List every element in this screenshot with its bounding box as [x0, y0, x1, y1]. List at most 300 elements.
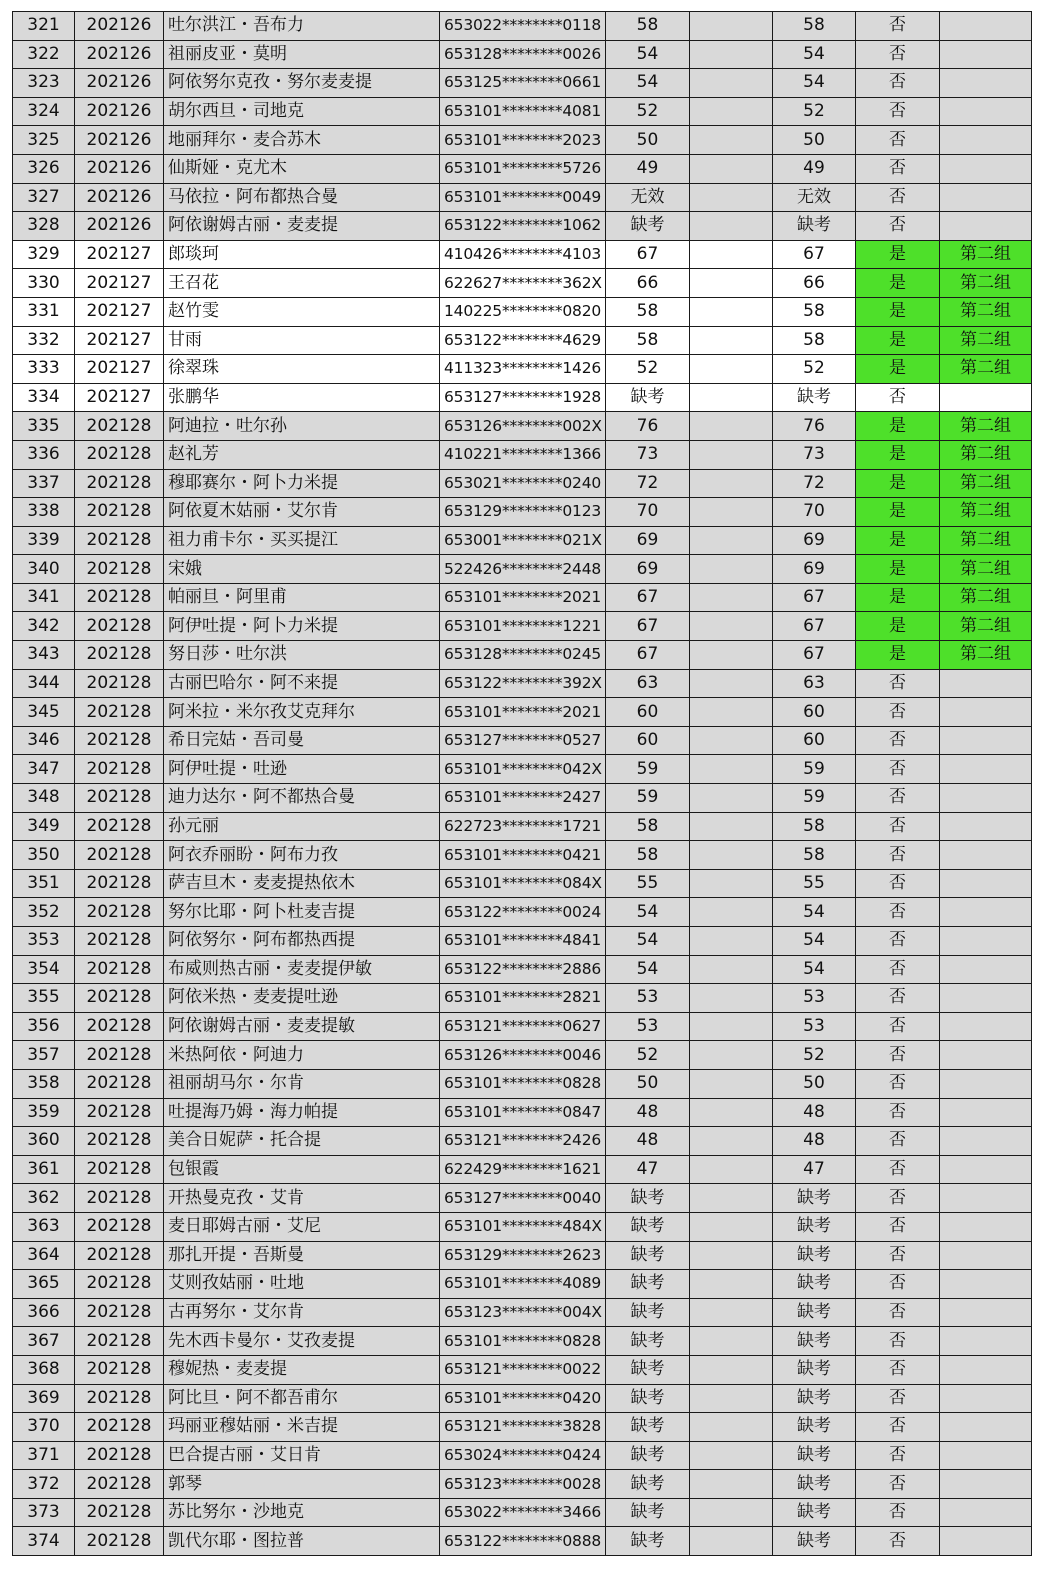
qualified-cell: 是: [856, 440, 940, 469]
table-row: [13, 1355, 1032, 1384]
name-cell: 仙斯娅・克尤木: [164, 154, 440, 183]
class-code-cell: 202128: [75, 1127, 164, 1156]
group-cell: [940, 97, 1032, 126]
qualified-cell: 是: [856, 469, 940, 498]
score-cell: 54: [606, 69, 690, 98]
row-number-cell: 369: [13, 1384, 75, 1413]
table-row: [13, 755, 1032, 784]
group-cell: 第二组: [940, 297, 1032, 326]
row-number-cell: 353: [13, 927, 75, 956]
class-code-cell: 202128: [75, 1069, 164, 1098]
class-code-cell: 202128: [75, 1298, 164, 1327]
class-code-cell: 202127: [75, 240, 164, 269]
table-row: [13, 154, 1032, 183]
id-number-cell: 653101********4081: [440, 97, 606, 126]
name-cell: 穆妮热・麦麦提: [164, 1355, 440, 1384]
total-score-cell: 缺考: [773, 1441, 856, 1470]
id-number-cell: 140225********0820: [440, 297, 606, 326]
id-number-cell: 522426********2448: [440, 555, 606, 584]
qualified-cell: 否: [856, 669, 940, 698]
class-code-cell: 202128: [75, 641, 164, 670]
name-cell: 麦日耶姆古丽・艾尼: [164, 1212, 440, 1241]
group-cell: [940, 927, 1032, 956]
id-number-cell: 653128********0026: [440, 40, 606, 69]
group-cell: [940, 1441, 1032, 1470]
class-code-cell: 202128: [75, 498, 164, 527]
extra-score-cell: [690, 1184, 773, 1213]
id-number-cell: 653101********0049: [440, 183, 606, 212]
total-score-cell: 50: [773, 1069, 856, 1098]
name-cell: 吐提海乃姆・海力帕提: [164, 1098, 440, 1127]
total-score-cell: 54: [773, 40, 856, 69]
total-score-cell: 59: [773, 784, 856, 813]
extra-score-cell: [690, 784, 773, 813]
group-cell: [940, 1355, 1032, 1384]
group-cell: [940, 669, 1032, 698]
score-cell: 59: [606, 755, 690, 784]
group-cell: 第二组: [940, 469, 1032, 498]
score-cell: 67: [606, 641, 690, 670]
row-number-cell: 322: [13, 40, 75, 69]
total-score-cell: 58: [773, 812, 856, 841]
id-number-cell: 653122********1062: [440, 212, 606, 241]
table-row: [13, 927, 1032, 956]
total-score-cell: 67: [773, 641, 856, 670]
qualified-cell: 否: [856, 154, 940, 183]
table-row: [13, 869, 1032, 898]
table-row: [13, 669, 1032, 698]
id-number-cell: 653101********2021: [440, 698, 606, 727]
score-cell: 缺考: [606, 1470, 690, 1499]
extra-score-cell: [690, 927, 773, 956]
qualified-cell: 是: [856, 612, 940, 641]
qualified-cell: 否: [856, 1041, 940, 1070]
id-number-cell: 622429********1621: [440, 1155, 606, 1184]
name-cell: 苏比努尔・沙地克: [164, 1498, 440, 1527]
row-number-cell: 348: [13, 784, 75, 813]
table-row: [13, 955, 1032, 984]
table-row: [13, 841, 1032, 870]
group-cell: [940, 1155, 1032, 1184]
total-score-cell: 58: [773, 841, 856, 870]
id-number-cell: 653122********392X: [440, 669, 606, 698]
row-number-cell: 354: [13, 955, 75, 984]
extra-score-cell: [690, 383, 773, 412]
extra-score-cell: [690, 469, 773, 498]
score-cell: 72: [606, 469, 690, 498]
class-code-cell: 202128: [75, 984, 164, 1013]
class-code-cell: 202128: [75, 1470, 164, 1499]
group-cell: 第二组: [940, 555, 1032, 584]
row-number-cell: 373: [13, 1498, 75, 1527]
qualified-cell: 否: [856, 1098, 940, 1127]
total-score-cell: 50: [773, 126, 856, 155]
row-number-cell: 343: [13, 641, 75, 670]
extra-score-cell: [690, 126, 773, 155]
name-cell: 祖力甫卡尔・买买提江: [164, 526, 440, 555]
class-code-cell: 202128: [75, 1184, 164, 1213]
class-code-cell: 202128: [75, 927, 164, 956]
id-number-cell: 653121********3828: [440, 1413, 606, 1442]
extra-score-cell: [690, 898, 773, 927]
table-row: [13, 1012, 1032, 1041]
name-cell: 祖丽胡马尔・尔肯: [164, 1069, 440, 1098]
qualified-cell: 否: [856, 869, 940, 898]
extra-score-cell: [690, 1270, 773, 1299]
name-cell: 阿迪拉・吐尔孙: [164, 412, 440, 441]
class-code-cell: 202128: [75, 1527, 164, 1556]
score-cell: 67: [606, 612, 690, 641]
extra-score-cell: [690, 355, 773, 384]
row-number-cell: 361: [13, 1155, 75, 1184]
row-number-cell: 346: [13, 726, 75, 755]
name-cell: 巴合提古丽・艾日肯: [164, 1441, 440, 1470]
class-code-cell: 202128: [75, 1270, 164, 1299]
row-number-cell: 364: [13, 1241, 75, 1270]
total-score-cell: 54: [773, 955, 856, 984]
name-cell: 宋娥: [164, 555, 440, 584]
name-cell: 王召花: [164, 269, 440, 298]
group-cell: 第二组: [940, 498, 1032, 527]
group-cell: [940, 69, 1032, 98]
group-cell: 第二组: [940, 269, 1032, 298]
row-number-cell: 351: [13, 869, 75, 898]
row-number-cell: 368: [13, 1355, 75, 1384]
qualified-cell: 是: [856, 269, 940, 298]
table-row: [13, 1241, 1032, 1270]
name-cell: 阿伊吐提・阿卜力米提: [164, 612, 440, 641]
extra-score-cell: [690, 641, 773, 670]
id-number-cell: 653101********484X: [440, 1212, 606, 1241]
name-cell: 古丽巴哈尔・阿不来提: [164, 669, 440, 698]
class-code-cell: 202128: [75, 526, 164, 555]
total-score-cell: 缺考: [773, 1327, 856, 1356]
total-score-cell: 52: [773, 1041, 856, 1070]
row-number-cell: 335: [13, 412, 75, 441]
group-cell: [940, 1041, 1032, 1070]
name-cell: 阿伊吐提・吐逊: [164, 755, 440, 784]
table-row: [13, 1498, 1032, 1527]
name-cell: 马依拉・阿布都热合曼: [164, 183, 440, 212]
qualified-cell: 是: [856, 355, 940, 384]
total-score-cell: 76: [773, 412, 856, 441]
extra-score-cell: [690, 297, 773, 326]
qualified-cell: 否: [856, 1327, 940, 1356]
extra-score-cell: [690, 698, 773, 727]
id-number-cell: 653129********2623: [440, 1241, 606, 1270]
table-row: [13, 97, 1032, 126]
class-code-cell: 202128: [75, 1155, 164, 1184]
class-code-cell: 202128: [75, 1012, 164, 1041]
name-cell: 美合日妮萨・托合提: [164, 1127, 440, 1156]
extra-score-cell: [690, 755, 773, 784]
total-score-cell: 缺考: [773, 1270, 856, 1299]
qualified-cell: 是: [856, 555, 940, 584]
group-cell: [940, 383, 1032, 412]
table-row: [13, 69, 1032, 98]
id-number-cell: 622723********1721: [440, 812, 606, 841]
group-cell: [940, 1127, 1032, 1156]
qualified-cell: 是: [856, 583, 940, 612]
qualified-cell: 否: [856, 784, 940, 813]
table-row: [13, 1184, 1032, 1213]
qualified-cell: 否: [856, 1069, 940, 1098]
name-cell: 赵竹雯: [164, 297, 440, 326]
row-number-cell: 323: [13, 69, 75, 98]
group-cell: [940, 984, 1032, 1013]
id-number-cell: 653022********0118: [440, 12, 606, 41]
qualified-cell: 否: [856, 841, 940, 870]
class-code-cell: 202128: [75, 1212, 164, 1241]
qualified-cell: 否: [856, 126, 940, 155]
score-cell: 59: [606, 784, 690, 813]
class-code-cell: 202127: [75, 326, 164, 355]
class-code-cell: 202126: [75, 183, 164, 212]
extra-score-cell: [690, 154, 773, 183]
class-code-cell: 202128: [75, 698, 164, 727]
score-cell: 50: [606, 1069, 690, 1098]
row-number-cell: 324: [13, 97, 75, 126]
score-cell: 76: [606, 412, 690, 441]
class-code-cell: 202128: [75, 869, 164, 898]
id-number-cell: 653129********0123: [440, 498, 606, 527]
name-cell: 迪力达尔・阿不都热合曼: [164, 784, 440, 813]
name-cell: 郎琰珂: [164, 240, 440, 269]
qualified-cell: 是: [856, 297, 940, 326]
score-cell: 66: [606, 269, 690, 298]
extra-score-cell: [690, 841, 773, 870]
score-cell: 48: [606, 1127, 690, 1156]
table-row: [13, 784, 1032, 813]
id-number-cell: 653101********0847: [440, 1098, 606, 1127]
results-table: [12, 11, 1032, 1556]
total-score-cell: 60: [773, 698, 856, 727]
score-cell: 60: [606, 726, 690, 755]
extra-score-cell: [690, 1212, 773, 1241]
row-number-cell: 359: [13, 1098, 75, 1127]
table-row: [13, 1327, 1032, 1356]
qualified-cell: 否: [856, 40, 940, 69]
name-cell: 艾则孜姑丽・吐地: [164, 1270, 440, 1299]
name-cell: 阿依夏木姑丽・艾尔肯: [164, 498, 440, 527]
total-score-cell: 54: [773, 927, 856, 956]
qualified-cell: 否: [856, 1413, 940, 1442]
group-cell: 第二组: [940, 412, 1032, 441]
table-row: [13, 126, 1032, 155]
id-number-cell: 653126********002X: [440, 412, 606, 441]
name-cell: 玛丽亚穆姑丽・米吉提: [164, 1413, 440, 1442]
row-number-cell: 371: [13, 1441, 75, 1470]
score-cell: 55: [606, 869, 690, 898]
score-cell: 73: [606, 440, 690, 469]
total-score-cell: 缺考: [773, 1527, 856, 1556]
score-cell: 缺考: [606, 1298, 690, 1327]
group-cell: [940, 1098, 1032, 1127]
group-cell: [940, 12, 1032, 41]
table-row: [13, 240, 1032, 269]
row-number-cell: 347: [13, 755, 75, 784]
row-number-cell: 327: [13, 183, 75, 212]
extra-score-cell: [690, 1355, 773, 1384]
group-cell: [940, 1384, 1032, 1413]
extra-score-cell: [690, 40, 773, 69]
score-cell: 52: [606, 355, 690, 384]
id-number-cell: 653123********004X: [440, 1298, 606, 1327]
id-number-cell: 653101********0828: [440, 1327, 606, 1356]
group-cell: [940, 1184, 1032, 1213]
class-code-cell: 202128: [75, 440, 164, 469]
id-number-cell: 653127********0040: [440, 1184, 606, 1213]
name-cell: 徐翠珠: [164, 355, 440, 384]
extra-score-cell: [690, 269, 773, 298]
class-code-cell: 202128: [75, 841, 164, 870]
extra-score-cell: [690, 97, 773, 126]
qualified-cell: 否: [856, 1384, 940, 1413]
row-number-cell: 333: [13, 355, 75, 384]
class-code-cell: 202128: [75, 583, 164, 612]
extra-score-cell: [690, 212, 773, 241]
group-cell: [940, 898, 1032, 927]
group-cell: 第二组: [940, 355, 1032, 384]
row-number-cell: 365: [13, 1270, 75, 1299]
id-number-cell: 653128********0245: [440, 641, 606, 670]
row-number-cell: 363: [13, 1212, 75, 1241]
class-code-cell: 202126: [75, 97, 164, 126]
row-number-cell: 352: [13, 898, 75, 927]
class-code-cell: 202128: [75, 669, 164, 698]
id-number-cell: 653101********2821: [440, 984, 606, 1013]
score-cell: 缺考: [606, 212, 690, 241]
score-cell: 缺考: [606, 1184, 690, 1213]
extra-score-cell: [690, 240, 773, 269]
group-cell: [940, 1498, 1032, 1527]
qualified-cell: 否: [856, 1470, 940, 1499]
total-score-cell: 缺考: [773, 1355, 856, 1384]
class-code-cell: 202127: [75, 269, 164, 298]
qualified-cell: 否: [856, 726, 940, 755]
score-cell: 58: [606, 12, 690, 41]
extra-score-cell: [690, 1384, 773, 1413]
id-number-cell: 653101********042X: [440, 755, 606, 784]
table-row: [13, 1470, 1032, 1499]
total-score-cell: 67: [773, 240, 856, 269]
score-cell: 缺考: [606, 1384, 690, 1413]
row-number-cell: 360: [13, 1127, 75, 1156]
id-number-cell: 410221********1366: [440, 440, 606, 469]
extra-score-cell: [690, 1012, 773, 1041]
group-cell: [940, 841, 1032, 870]
qualified-cell: 否: [856, 183, 940, 212]
score-cell: 54: [606, 40, 690, 69]
table-row: [13, 526, 1032, 555]
extra-score-cell: [690, 1127, 773, 1156]
name-cell: 吐尔洪江・吾布力: [164, 12, 440, 41]
total-score-cell: 66: [773, 269, 856, 298]
qualified-cell: 否: [856, 1441, 940, 1470]
name-cell: 米热阿依・阿迪力: [164, 1041, 440, 1070]
extra-score-cell: [690, 183, 773, 212]
id-number-cell: 653101********4089: [440, 1270, 606, 1299]
table-row: [13, 1527, 1032, 1556]
qualified-cell: 否: [856, 898, 940, 927]
qualified-cell: 否: [856, 69, 940, 98]
group-cell: [940, 698, 1032, 727]
id-number-cell: 653121********2426: [440, 1127, 606, 1156]
qualified-cell: 否: [856, 1298, 940, 1327]
extra-score-cell: [690, 1498, 773, 1527]
qualified-cell: 否: [856, 698, 940, 727]
class-code-cell: 202127: [75, 383, 164, 412]
name-cell: 帕丽旦・阿里甫: [164, 583, 440, 612]
table-row: [13, 212, 1032, 241]
extra-score-cell: [690, 69, 773, 98]
table-row: [13, 326, 1032, 355]
row-number-cell: 330: [13, 269, 75, 298]
table-row: [13, 555, 1032, 584]
total-score-cell: 缺考: [773, 1298, 856, 1327]
qualified-cell: 否: [856, 1212, 940, 1241]
extra-score-cell: [690, 412, 773, 441]
row-number-cell: 342: [13, 612, 75, 641]
row-number-cell: 355: [13, 984, 75, 1013]
group-cell: [940, 1413, 1032, 1442]
score-cell: 缺考: [606, 1212, 690, 1241]
id-number-cell: 653022********3466: [440, 1498, 606, 1527]
name-cell: 地丽拜尔・麦合苏木: [164, 126, 440, 155]
table-row: [13, 1298, 1032, 1327]
table-row: [13, 1270, 1032, 1299]
table-row: [13, 1441, 1032, 1470]
score-cell: 缺考: [606, 1413, 690, 1442]
score-cell: 63: [606, 669, 690, 698]
id-number-cell: 653126********0046: [440, 1041, 606, 1070]
class-code-cell: 202126: [75, 12, 164, 41]
group-cell: [940, 869, 1032, 898]
extra-score-cell: [690, 1470, 773, 1499]
id-number-cell: 653101********2427: [440, 784, 606, 813]
total-score-cell: 73: [773, 440, 856, 469]
name-cell: 努尔比耶・阿卜杜麦吉提: [164, 898, 440, 927]
row-number-cell: 328: [13, 212, 75, 241]
group-cell: [940, 183, 1032, 212]
extra-score-cell: [690, 498, 773, 527]
score-cell: 60: [606, 698, 690, 727]
qualified-cell: 否: [856, 383, 940, 412]
extra-score-cell: [690, 1298, 773, 1327]
total-score-cell: 缺考: [773, 1212, 856, 1241]
name-cell: 阿衣乔丽盼・阿布力孜: [164, 841, 440, 870]
id-number-cell: 653122********0888: [440, 1527, 606, 1556]
group-cell: [940, 1012, 1032, 1041]
score-cell: 53: [606, 1012, 690, 1041]
row-number-cell: 321: [13, 12, 75, 41]
qualified-cell: 否: [856, 97, 940, 126]
class-code-cell: 202127: [75, 355, 164, 384]
id-number-cell: 653123********0028: [440, 1470, 606, 1499]
qualified-cell: 否: [856, 1155, 940, 1184]
row-number-cell: 366: [13, 1298, 75, 1327]
extra-score-cell: [690, 669, 773, 698]
score-cell: 缺考: [606, 383, 690, 412]
table-row: [13, 612, 1032, 641]
group-cell: [940, 1470, 1032, 1499]
name-cell: 阿依谢姆古丽・麦麦提: [164, 212, 440, 241]
id-number-cell: 653101********084X: [440, 869, 606, 898]
row-number-cell: 339: [13, 526, 75, 555]
row-number-cell: 370: [13, 1413, 75, 1442]
table-row: [13, 440, 1032, 469]
total-score-cell: 58: [773, 326, 856, 355]
